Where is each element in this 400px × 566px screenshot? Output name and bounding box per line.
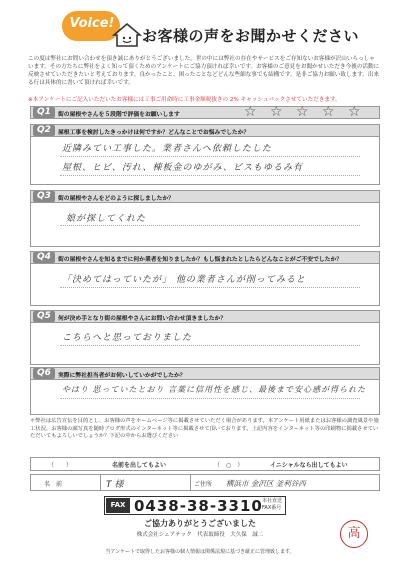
q4-rule1 xyxy=(60,287,360,288)
option-name-label: 名前を出してもよい xyxy=(112,462,167,469)
q6-text: 実際に弊社担当者がお伺いしていかがでしたか？ xyxy=(58,373,186,379)
q1-text: 街の屋根やさんを５段階で評価をお願いします xyxy=(58,112,180,118)
q1-number: Q1 xyxy=(33,107,55,118)
divider xyxy=(100,474,101,491)
q2-number: Q2 xyxy=(33,125,55,136)
thanks-text: ご協力ありがとうございました xyxy=(144,519,256,528)
q6-rule1 xyxy=(60,398,360,399)
name-label: 名 前 xyxy=(44,481,63,488)
q5-number: Q5 xyxy=(33,311,55,322)
publication-disclaimer: ＊弊社は広告宣伝を目的とし、お客様の声をホームページ等に掲載させていただく場合があります。本アンケート用紙またはお客様の調査風景や施工状況、お客様の顔写真を随時ブログ形式のインターネット等に掲載させて頂いております。上記内容をインターネット等の印刷物に掲載させていただいてもよろしいでしょうか？下記の中からお選びください xyxy=(30,418,379,439)
divider xyxy=(190,474,191,491)
rating-star-5[interactable]: ☆ xyxy=(348,104,361,120)
company-name: 株式会社シェアテック 代表取締役 大久保 誠二 xyxy=(136,532,264,538)
q4-text: 街の屋根やさんを知るまでに何か業者を知りましたか？もし悩まれたとしたらどんなことがご不安でしたか？ xyxy=(58,257,343,263)
page-title: お客様の声をお聞かせください xyxy=(142,27,360,45)
cashback-notice: ※本アンケートにご記入いただいたお客様には工事ご用命時に工事金額税抜きの 2% キャッシュバックさせていただきます。 xyxy=(28,97,341,103)
voice-badge-text: Voice! xyxy=(69,16,115,31)
q2-answer-line1: 近隣みてい工事した。業者さんへ依頼したした xyxy=(62,144,272,154)
house-icon xyxy=(112,22,142,48)
rating-star-2[interactable]: ☆ xyxy=(270,104,283,120)
q4-number: Q4 xyxy=(33,252,55,263)
q2-rule2 xyxy=(60,175,360,176)
fax-badge: FAX xyxy=(106,498,130,513)
rating-star-1[interactable]: ☆ xyxy=(244,104,257,120)
q2-text: 屋根工事を検討したきっかけは何ですか？どんなことでお悩みでしたか？ xyxy=(58,130,250,136)
q5-answer-line1: こちらへと思っておりました xyxy=(62,333,193,343)
name-value: T 様 xyxy=(106,480,124,490)
address-value: 横浜市 金沢区 釜利谷西 xyxy=(226,479,306,488)
q3-answer-line1: 娘が探してくれた xyxy=(66,214,147,224)
option-initial-mark[interactable]: （ ○ ） xyxy=(214,462,244,469)
address-label: ご住所 xyxy=(194,481,213,488)
rating-star-3[interactable]: ☆ xyxy=(296,104,309,120)
privacy-note: 当アンケートで取得したお客様の個人情報は関係法規に基づき厳正に管理致します。 xyxy=(105,549,295,555)
option-name-mark[interactable]: （ ） xyxy=(48,462,73,469)
q6-number: Q6 xyxy=(33,368,55,379)
rating-star-4[interactable]: ☆ xyxy=(322,104,335,120)
q2-rule1 xyxy=(60,156,360,157)
q5-rule1 xyxy=(60,345,360,346)
fax-note: 本社直送 FAX番号 xyxy=(262,498,283,511)
q3-number: Q3 xyxy=(33,191,55,202)
q2-answer-line2: 屋根、ヒビ、汚れ、棟板金のゆがみ、ビスもゆるみ有 xyxy=(62,163,303,173)
company-seal: 高 xyxy=(340,520,368,548)
q4-answer-box xyxy=(30,264,380,306)
q5-text: 何が決め手となり街の屋根やさんにお問い合わせ頂きましたか？ xyxy=(58,316,227,322)
q3-text: 街の屋根やさんをどのように探しましたか？ xyxy=(58,196,174,202)
intro-text: この度は弊社にお問い合わせを頂き誠にありがとうございました。世の中には弊社の存在やサービスをご存知ないお客様が沢山いらっしゃいます。その方たちに弊社をよく知って頂くためのアンケートにご協力頂ければ幸いです。お客様のご意見をお聞かせいただき今後の活動に反映させていただきたいと考えております。良かったこと、困ったことなどどんな些細な事でも結構です。是非ご協力お願い致します。出来る行は具体的に書いて頂ければ幸いです。 xyxy=(28,56,380,86)
q3-rule1 xyxy=(60,225,360,226)
fax-number[interactable]: 0438-38-3310 xyxy=(134,497,263,515)
option-initial-label: イニシャルなら出してもよい xyxy=(270,462,348,469)
q6-answer-line1: やはり 思っていたとおり 言葉に信用性を感じ、最後まで安心感が得られた xyxy=(62,385,367,394)
q4-answer-line1: 「決めてはっていたが」 他の業者さんが削ってみると xyxy=(62,275,306,285)
